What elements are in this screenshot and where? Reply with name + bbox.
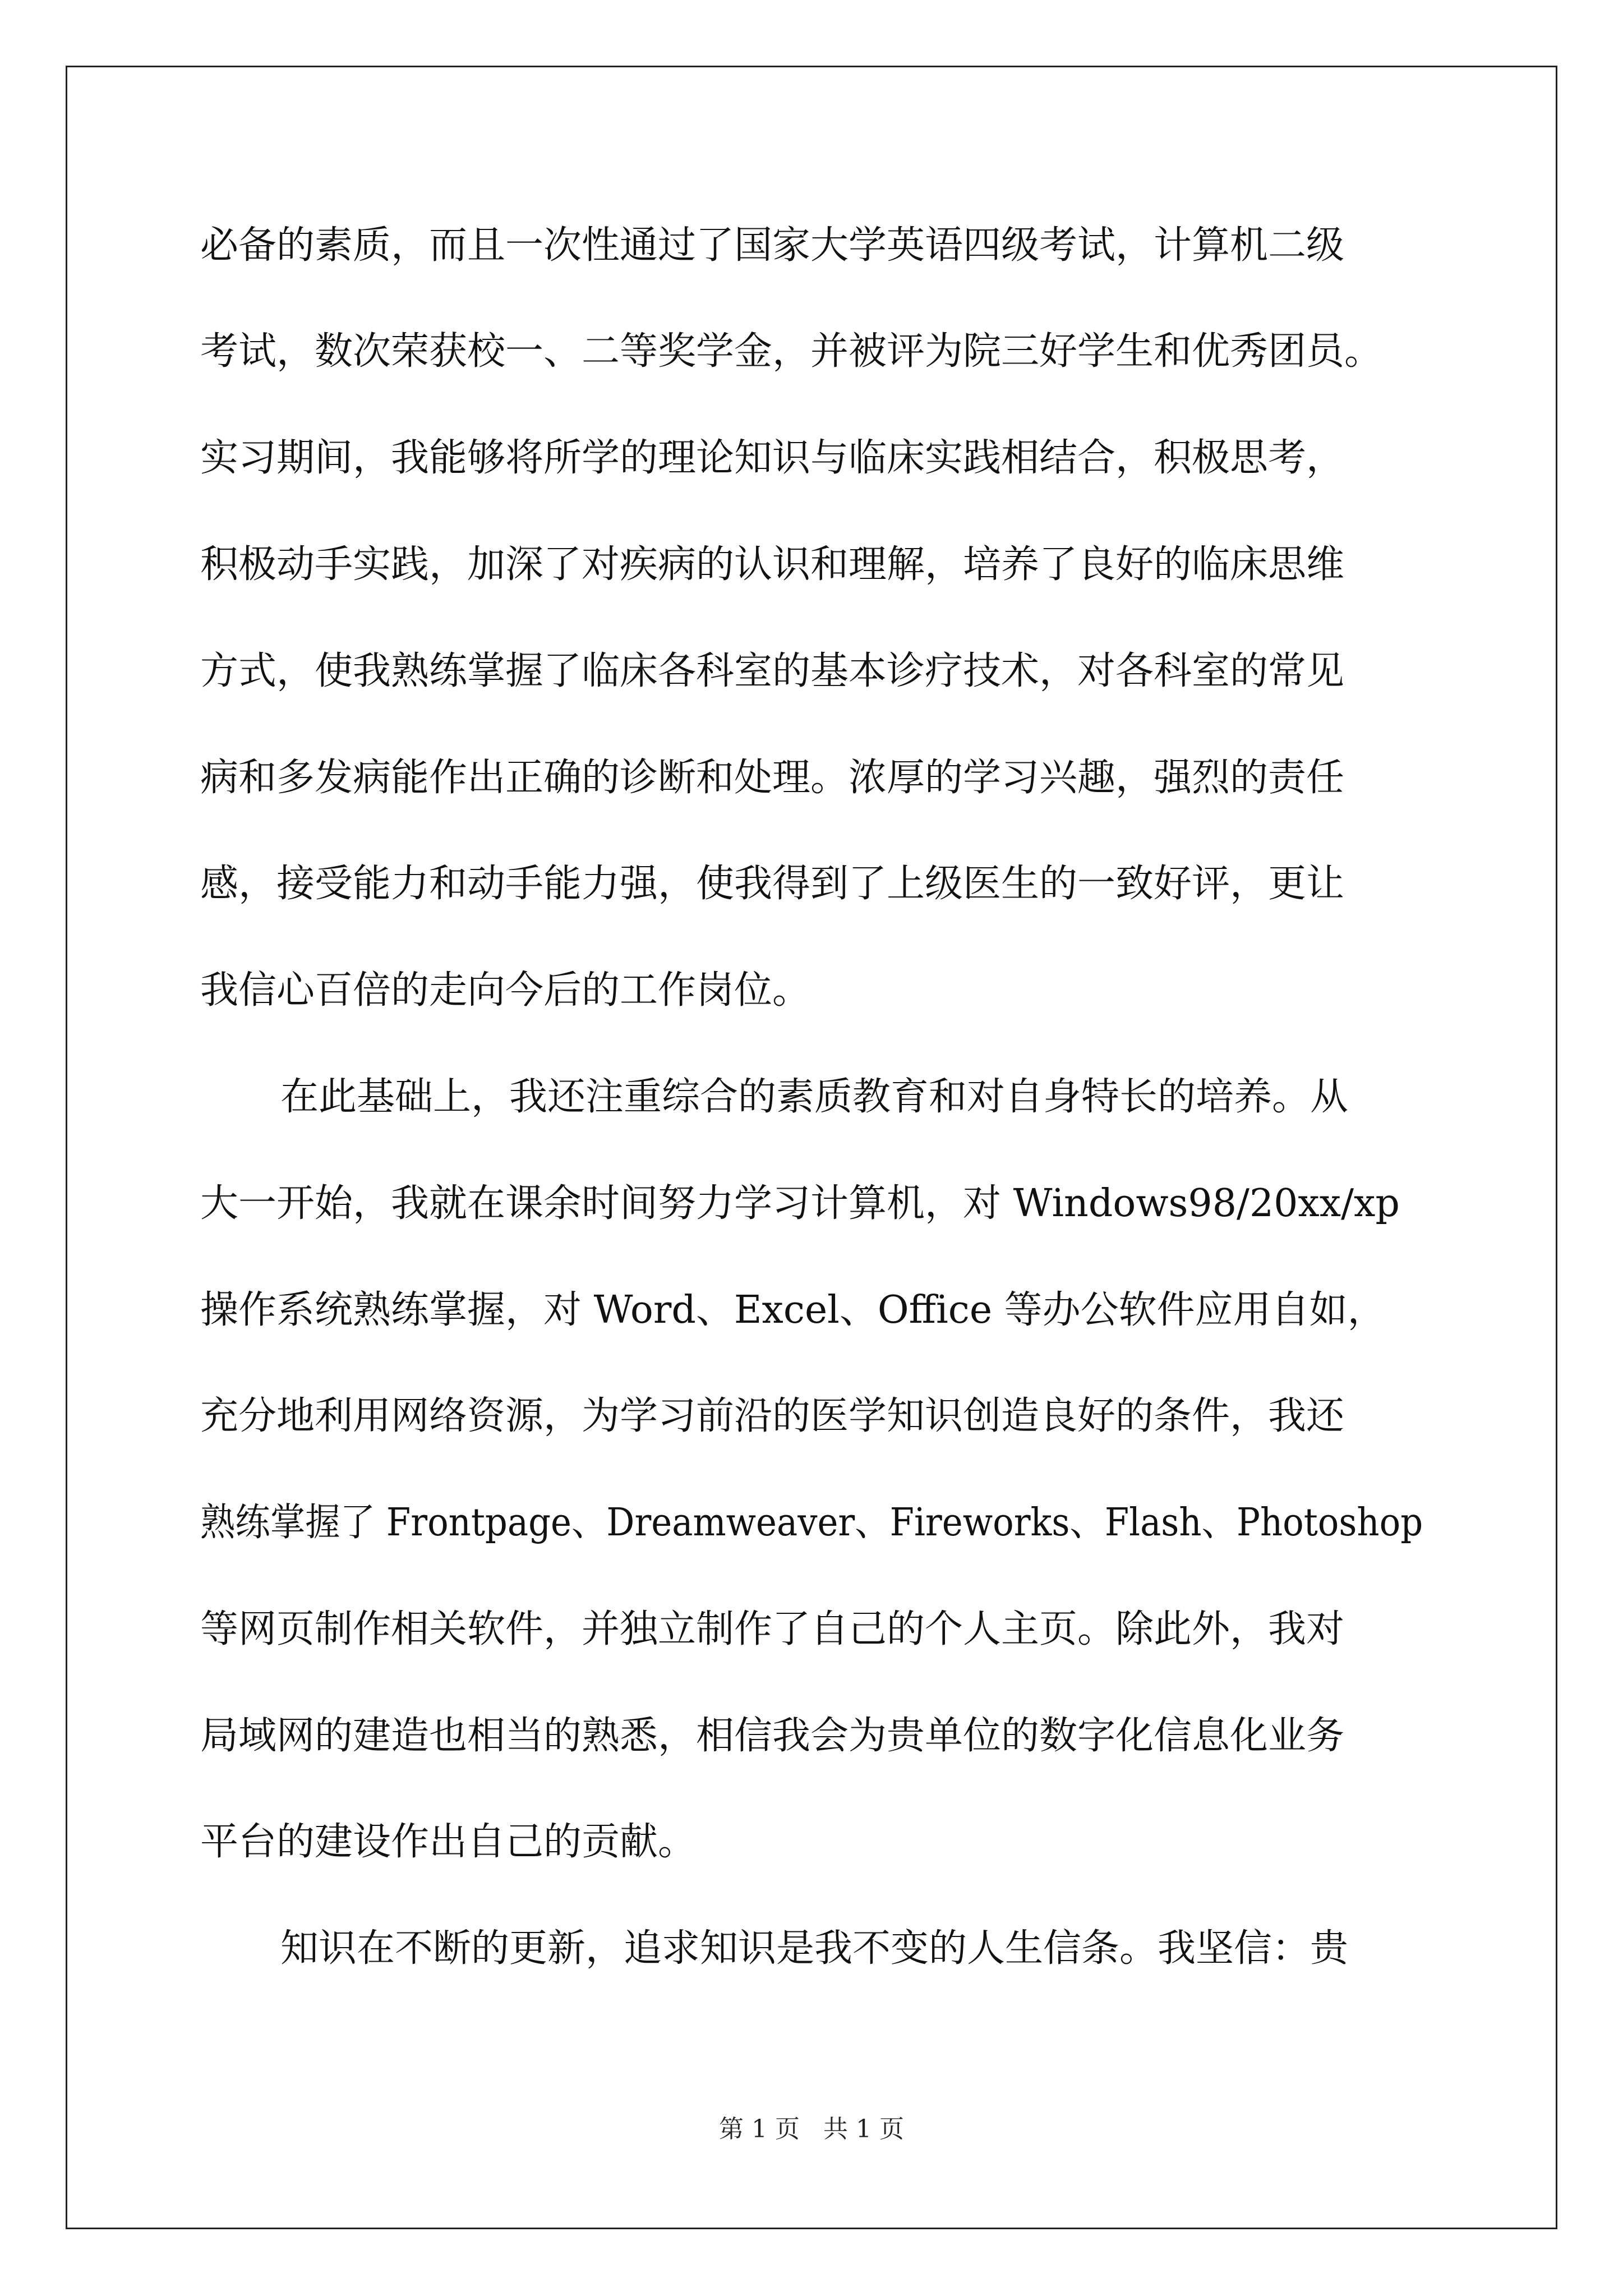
body-line-1: 必备的素质，而且一次性通过了国家大学英语四级考试，计算机二级	[200, 223, 1345, 268]
body-line-2: 考试，数次荣获校一、二等奖学金，并被评为院三好学生和优秀团员。	[200, 329, 1383, 374]
body-line-10: 大一开始，我就在课余时间努力学习计算机，对 Windows98/20xx/xp	[200, 1181, 1400, 1226]
body-line-15: 局域网的建造也相当的熟悉，相信我会为贵单位的数字化信息化业务	[200, 1714, 1345, 1758]
body-line-12: 充分地利用网络资源，为学习前沿的医学知识创造良好的条件，我还	[200, 1394, 1345, 1438]
body-line-9: 在此基础上，我还注重综合的素质教育和对自身特长的培养。从	[280, 1075, 1349, 1119]
body-line-4: 积极动手实践，加深了对疾病的认识和理解，培养了良好的临床思维	[200, 542, 1345, 587]
body-line-16: 平台的建设作出自己的贡献。	[200, 1820, 697, 1864]
body-line-6: 病和多发病能作出正确的诊断和处理。浓厚的学习兴趣，强烈的责任	[200, 756, 1345, 800]
body-line-11: 操作系统熟练掌握，对 Word、Excel、Office 等办公软件应用自如，	[200, 1288, 1386, 1332]
body-line-8: 我信心百倍的走向今后的工作岗位。	[200, 968, 811, 1013]
body-line-14: 等网页制作相关软件，并独立制作了自己的个人主页。除此外，我对	[200, 1607, 1345, 1651]
body-line-5: 方式，使我熟练掌握了临床各科室的基本诊疗技术，对各科室的常见	[200, 649, 1345, 693]
body-line-17: 知识在不断的更新，追求知识是我不变的人生信条。我坚信：贵	[280, 1926, 1349, 1971]
body-line-13: 熟练掌握了 Frontpage、Dreamweaver、Fireworks、Flash、Photoshop	[200, 1501, 1423, 1545]
body-line-3: 实习期间，我能够将所学的理论知识与临床实践相结合，积极思考，	[200, 436, 1345, 480]
body-line-7: 感，接受能力和动手能力强，使我得到了上级医生的一致好评，更让	[200, 862, 1345, 906]
page-border	[66, 66, 1557, 2229]
page-footer: 第 1 页 共 1 页	[719, 2115, 904, 2143]
